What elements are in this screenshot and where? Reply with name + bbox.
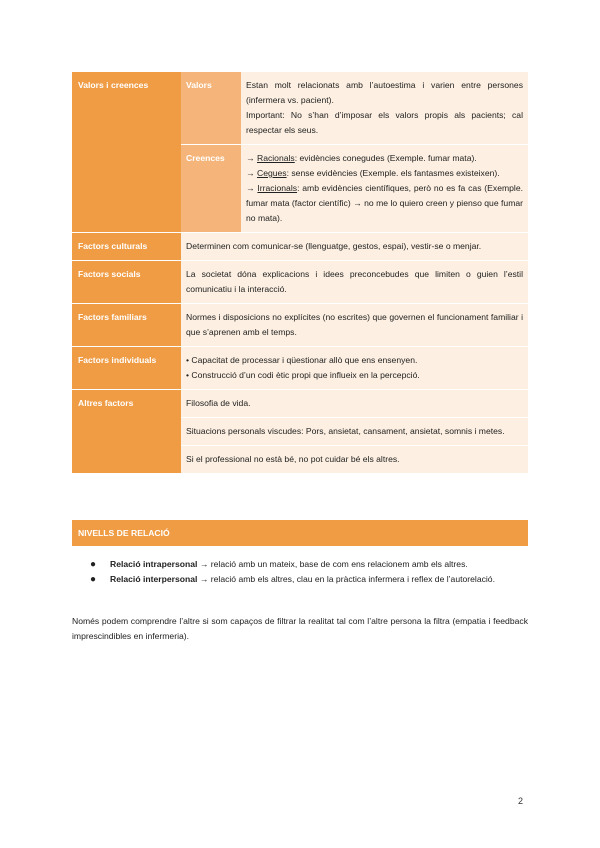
bullet-icon: ● bbox=[90, 559, 97, 570]
page-number: 2 bbox=[518, 796, 524, 806]
relation-levels-list bbox=[88, 557, 528, 587]
empathy-paragraph: Només podem comprendre l’altre si som capaços de filtrar la realitat tal com l’altre persona la filtra (empatia i feedback imprescindibles en infermeria). bbox=[72, 616, 528, 641]
valors-line-1: Estan molt relacionats amb l’autoestima i varien entre persones (infermera vs. pacient). bbox=[246, 80, 523, 105]
arrow-icon: → bbox=[246, 168, 255, 178]
cell-altres-2: Situacions personals viscudes: Pors, ansietat, cansament, ansietat, somnis i metes. bbox=[181, 418, 528, 446]
irracionals-text: : amb evidències científiques, però no es fa cas (Exemple. fumar mata (factor científic) → no me lo quiero creen y pienso que fumar no mata). bbox=[246, 183, 523, 223]
list-item bbox=[88, 557, 528, 572]
individuals-item-1: • Capacitat de processar i qüestionar allò que ens ensenyen. bbox=[186, 355, 418, 365]
factors-table bbox=[72, 72, 528, 474]
row-header-altres: Altres factors bbox=[72, 390, 181, 474]
creences-racionals bbox=[246, 151, 523, 166]
cell-creences bbox=[241, 145, 528, 233]
cell-altres-3: Si el professional no està bé, no pot cuidar bé els altres. bbox=[181, 446, 528, 474]
row-header-valors-creences: Valors i creences bbox=[72, 72, 181, 233]
cell-altres-1: Filosofia de vida. bbox=[181, 390, 528, 418]
section-title-nivells: NIVELLS DE RELACIÓ bbox=[72, 520, 528, 546]
bullet-text: → relació amb els altres, clau en la pràctica infermera i reflex de l’autorelació. bbox=[197, 574, 495, 584]
individuals-item-2: • Construcció d’un codi ètic propi que influeix en la percepció. bbox=[186, 370, 420, 380]
arrow-icon: → bbox=[246, 153, 255, 163]
bullet-icon: ● bbox=[90, 574, 97, 585]
bullet-term: Relació interpersonal bbox=[110, 574, 198, 584]
table-row bbox=[72, 261, 528, 304]
table-row bbox=[72, 347, 528, 390]
cell-individuals bbox=[181, 347, 528, 390]
racionals-text: : evidències conegudes (Exemple. fumar mata). bbox=[294, 153, 477, 163]
row-header-individuals: Factors individuals bbox=[72, 347, 181, 390]
bullet-text: → relació amb un mateix, base de com ens relacionem amb els altres. bbox=[197, 559, 468, 569]
cegues-term: Cegues bbox=[256, 168, 287, 178]
cell-familiars: Normes i disposicions no explícites (no escrites) que governen el funcionament familiar i que s’aprenen amb el temps. bbox=[181, 304, 528, 347]
subheader-valors: Valors bbox=[181, 72, 241, 145]
arrow-icon: → bbox=[246, 183, 255, 193]
row-header-socials: Factors socials bbox=[72, 261, 181, 304]
table-row bbox=[72, 304, 528, 347]
cell-socials: La societat dóna explicacions i idees preconcebudes que limiten o guien l’estil comunicatiu i la interacció. bbox=[181, 261, 528, 304]
table-row bbox=[72, 72, 528, 145]
creences-irracionals bbox=[246, 181, 523, 226]
irracionals-term: Irracionals bbox=[257, 183, 298, 193]
cell-culturals: Determinen com comunicar-se (llenguatge, gestos, espai), vestir-se o menjar. bbox=[181, 233, 528, 261]
subheader-creences: Creences bbox=[181, 145, 241, 233]
table-row bbox=[72, 390, 528, 418]
list-item bbox=[88, 572, 528, 587]
row-header-familiars: Factors familiars bbox=[72, 304, 181, 347]
bullet-term: Relació intrapersonal bbox=[110, 559, 198, 569]
cell-valors bbox=[241, 72, 528, 145]
creences-cegues bbox=[246, 166, 523, 181]
cegues-text: : sense evidències (Exemple. els fantasmes existeixen). bbox=[286, 168, 500, 178]
valors-line-2: Important: No s’han d’imposar els valors propis als pacients; cal respectar els seus. bbox=[246, 110, 523, 135]
row-header-culturals: Factors culturals bbox=[72, 233, 181, 261]
racionals-term: Racionals bbox=[256, 153, 295, 163]
table-row bbox=[72, 233, 528, 261]
